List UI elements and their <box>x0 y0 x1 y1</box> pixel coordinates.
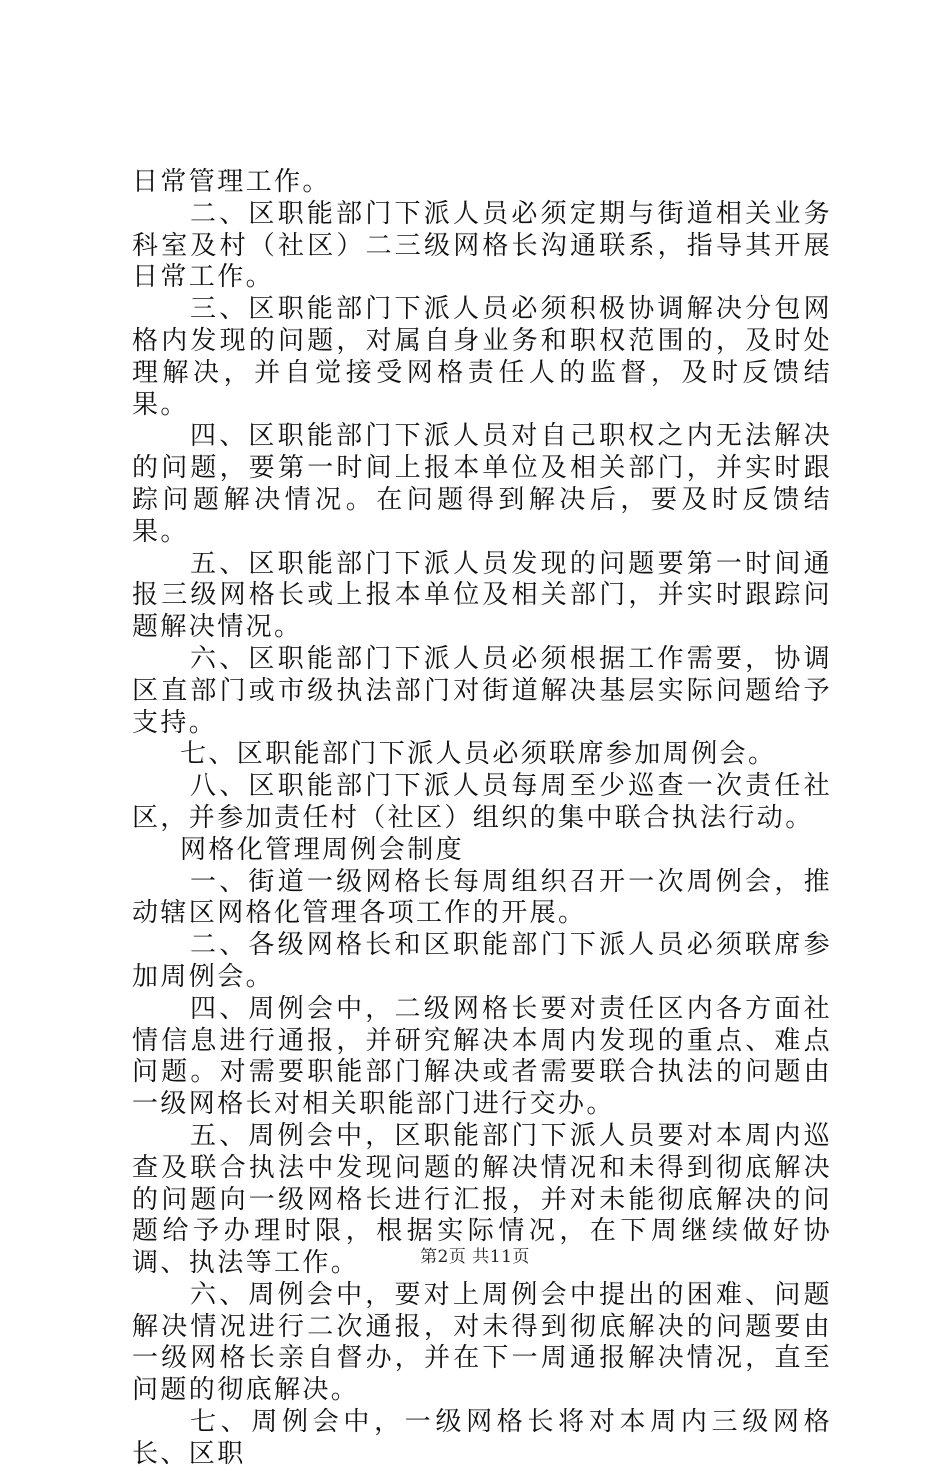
paragraph: 四、周例会中，二级网格长要对责任区内各方面社情信息进行通报，并研究解决本周内发现的重点、难点问题。对需要职能部门解决或者需要联合执法的问题由一级网格长对相关职能部门进行交办。 <box>132 993 832 1120</box>
paragraph: 一、街道一级网格长每周组织召开一次周例会，推动辖区网格化管理各项工作的开展。 <box>132 866 832 929</box>
page-number: 第2页 共11页 <box>420 1247 530 1267</box>
document-body <box>132 167 832 1471</box>
paragraph: 二、区职能部门下派人员必须定期与街道相关业务科室及村（社区）二三级网格长沟通联系，指导其开展日常工作。 <box>132 198 832 293</box>
paragraph: 二、各级网格长和区职能部门下派人员必须联席参加周例会。 <box>132 930 832 992</box>
paragraph: 七、周例会中，一级网格长将对本周内三级网格长、区职 <box>132 1407 832 1469</box>
paragraph: 五、区职能部门下派人员发现的问题要第一时间通报三级网格长或上报本单位及相关部门，并实时跟踪问题解决情况。 <box>132 548 832 643</box>
paragraph: 日常管理工作。 <box>132 167 331 197</box>
page-footer <box>0 1246 950 1268</box>
paragraph: 六、区职能部门下派人员必须根据工作需要，协调区直部门或市级执法部门对街道解决基层实际问题给予支持。 <box>132 643 832 738</box>
paragraph: 五、周例会中，区职能部门下派人员要对本周内巡查及联合执法中发现问题的解决情况和未得到彻底解决的问题向一级网格长进行汇报，并对未能彻底解决的问题给予办理时限，根据实际情况，在下周继续做好协调、执法等工作。 <box>132 1120 832 1279</box>
paragraph: 三、区职能部门下派人员必须积极协调解决分包网格内发现的问题，对属自身业务和职权范围的，及时处理解决，并自觉接受网格责任人的监督，及时反馈结果。 <box>132 294 832 420</box>
paragraph: 八、区职能部门下派人员每周至少巡查一次责任社区，并参加责任村（社区）组织的集中联合执法行动。 <box>132 771 832 833</box>
section-heading: 网格化管理周例会制度 <box>180 834 465 865</box>
paragraph: 七、区职能部门下派人员必须联席参加周例会。 <box>180 739 777 770</box>
paragraph: 四、区职能部门下派人员对自己职权之内无法解决的问题，要第一时间上报本单位及相关部门，并实时跟踪问题解决情况。在问题得到解决后，要及时反馈结果。 <box>132 421 832 547</box>
paragraph: 六、周例会中，要对上周例会中提出的困难、问题解决情况进行二次通报，对未得到彻底解决的问题要由一级网格长亲自督办，并在下一周通报解决情况，直至问题的彻底解决。 <box>132 1279 832 1406</box>
